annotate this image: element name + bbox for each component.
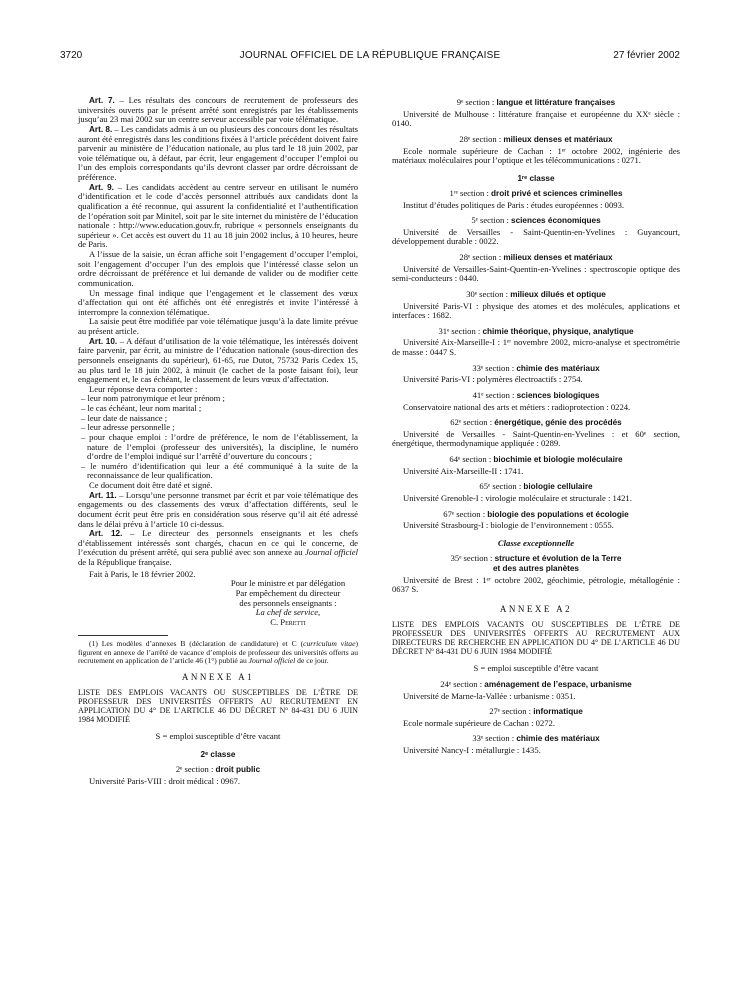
section-heading: 65ᵉ section : biologie cellulaire — [479, 481, 593, 492]
section-entry: Université Paris-VI : physique des atomes et des molécules, applications et interfaces : 1682. — [392, 300, 680, 321]
section-entry: Université de Brest : 1ᵉʳ octobre 2002, géochimie, pétrologie, métallogénie : 0637 S. — [392, 574, 680, 595]
annexe-a1-title: LISTE DES EMPLOIS VACANTS OU SUSCEPTIBLES DE L’ÊTRE DE PROFESSEUR DES UNIVERSITÉS OFFERTS AU RECRUTEMENT EN APPLICATION DU 4° DE L’ARTICLE 46 DU DÉCRET Nº 84-431 DU 6 JUIN 1984 MODIFIÉ — [78, 687, 358, 725]
section-heading: 28ᵉ section : milieux denses et matériaux — [459, 252, 613, 263]
classe-heading: 2ᵉ classe — [200, 749, 236, 759]
list-item: – le cas échéant, leur nom marital ; — [81, 403, 202, 413]
section-entry: Université Aix-Marseille-I : 1ᵉʳ novembre 2002, micro-analyse et spectrométrie de masse : 0447 S. — [392, 337, 680, 358]
section-entry: Université de Mulhouse : littérature française et européenne du XXᵉ siècle : 0140. — [392, 108, 680, 129]
article-9: Art. 9. – Les candidats accèdent au centre serveur en utilisant le numéro d’identification et le code d’accès personnel attribués aux candidats dont la qualification a été reconnue, qui assurent la confidentialité et l’authentification de l’opération soit par Minitel, soit par le site internet du ministère de l’éducation nationale : http://www.education.gouv.fr, rubrique « personnels enseignants du supérieur ». Cet accès est ouvert du 11 au 18 juin 2002 inclus, à 10 heures, heure de Paris. — [78, 181, 358, 250]
section-heading: 62ᵉ section : énergétique, génie des procédés — [450, 417, 622, 428]
issue-date: 27 février 2002 — [613, 50, 680, 61]
list-item: – leur adresse personnelle ; — [81, 422, 175, 433]
classe-heading: 1ʳᵉ classe — [517, 173, 555, 183]
section-entry: Université de Versailles-Saint-Quentin-en-Yvelines : spectroscopie optique des semi-conducteurs : 0440. — [392, 263, 680, 284]
section-entry: Institut d’études politiques de Paris : études européennes : 0093. — [403, 199, 625, 210]
list-item: – le numéro d’identification qui leur a été communiqué à la suite de la reconnaissance de leur qualification. — [81, 460, 358, 481]
list-item: – leur date de naissance ; — [81, 412, 168, 423]
left-column — [78, 96, 358, 786]
article-10: Art. 10. – A défaut d’utilisation de la voie télématique, les intéressés doivent faire parvenir, par écrit, au ministre de l’éducation nationale (sous-direction des personnels enseignants du supérieur), 61-65, rue Dutot, 75732 Paris Cedex 15, au plus tard le 18 juin 2002, à minuit (le cachet de la poste faisant foi), leur engagement et, le cas échéant, le classement de leurs vœux d’affectation. — [78, 335, 358, 385]
section-heading: 64ᵉ section : biochimie et biologie moléculaire — [449, 454, 623, 465]
footnote-rule — [78, 635, 168, 636]
article-12: Art. 12. – Le directeur des personnels enseignants et les chefs d’établissement intéressés sont chargés, chacun en ce qui le concerne, de l’exécution du présent arrêté, qui sera publié avec son annexe au Journal officiel de la République française. — [78, 528, 358, 567]
s-note: S = emploi susceptible d’être vacant — [473, 663, 599, 674]
section-heading: 67ᵉ section : biologie des populations et écologie — [443, 508, 629, 519]
footnote: (1) Les modèles d’annexes B (déclaration de candidature) et C (curriculum vitae) figurent en annexe de l’arrêté de vacance d’emplois de professeur des universités offerts au recrutement en application de l’article 46 (1°) publié au Journal officiel de ce jour. — [78, 639, 358, 666]
section-heading: 41ᵉ section : sciences biologiques — [472, 389, 600, 400]
signature-block: Pour le ministre et par délégation Par empêchement du directeur des personnels enseignants : La chef de service, C. Peretti — [230, 578, 346, 627]
article-9-para-4: La saisie peut être modifiée par voie télématique jusqu’à la date limite prévue au présent article. — [78, 316, 358, 336]
article-11: Art. 11. – Lorsqu’une personne transmet par écrit et par voie télématique des engagements ou des classements des vœux d’affectation différents, seul le document écrit peut être pris en considération sous réserve qu’il ait été adressé dans le délai prévu à l’article 10 ci-dessus. — [78, 489, 358, 529]
response-requirements-list — [78, 394, 358, 481]
section-entry: Ecole normale supérieure de Cachan : 0272. — [403, 717, 556, 728]
section-entry: Conservatoire national des arts et métiers : radioprotection : 0224. — [403, 401, 631, 412]
classe-heading: Classe exceptionnelle — [497, 537, 575, 548]
s-note: S = emploi susceptible d’être vacant — [155, 731, 281, 742]
article-8: Art. 8. – Les candidats admis à un ou plusieurs des concours dont les résultats auront été enregistrés dans les conditions fixées à l’article précédent doivent faire parvenir au ministère de l’éducation nationale, au plus tard le 18 juin 2002, par voie télématique ou, à défaut, par écrit, leur engagement d’occuper l’emploi ou l’un des emplois correspondants qu’ils devront classer par ordre décroissant de préférence. — [78, 123, 358, 182]
section-entry: Ecole normale supérieure de Cachan : 1ᵉʳ octobre 2002, ingénierie des matériaux moléculaires pour l’optique et les télécommunications : 0271. — [392, 145, 680, 166]
section-entry: Université Aix-Marseille-II : 1741. — [403, 465, 524, 476]
section-entry: Université Grenoble-I : virologie moléculaire et structurale : 1421. — [403, 492, 632, 503]
list-item: – pour chaque emploi : l’ordre de préférence, le nom de l’établissement, la nature de l’emploi (professeur des universités), la discipline, le numéro d’ordre de l’emploi indiqué sur l’arrêté d’ouverture du concours ; — [81, 431, 358, 462]
annexe-a1-heading: ANNEXE A1 — [181, 671, 255, 682]
done-at: Fait à Paris, le 18 février 2002. — [89, 568, 196, 579]
page-number: 3720 — [60, 50, 83, 61]
section-heading: 31ᵉ section : chimie théorique, physique, analytique — [438, 325, 634, 336]
section-heading: 33ᵉ section : chimie des matériaux — [472, 733, 600, 744]
section-heading: 30ᵉ section : milieux dilués et optique — [466, 288, 606, 299]
section-heading: 1ʳᵉ section : droit privé et sciences criminelles — [449, 187, 623, 198]
section-entry: Université de Versailles - Saint-Quentin-en-Yvelines : et 60ᵉ section, énergétique, thermodynamique appliquée : 0289. — [392, 428, 680, 449]
section-heading: 33ᵉ section : chimie des matériaux — [472, 362, 600, 373]
section-entry: Université Paris-VIII : droit médical : 0967. — [89, 775, 241, 786]
section-heading: 2ᵉ section : droit public — [175, 764, 261, 775]
section-heading: 28ᵉ section : milieux denses et matériaux — [459, 133, 613, 144]
article-10-intro: Leur réponse devra comporter : — [89, 383, 198, 394]
article-7: Art. 7. – Les résultats des concours de recrutement de professeurs des universités ouverts par le présent arrêté sont enregistrés par les établissements jusqu’au 23 mai 2002 sur un centre serveur accessible par voie télématique. — [78, 95, 358, 125]
section-heading: 24ᵉ section : aménagement de l’espace, urbanisme — [440, 678, 632, 689]
annexe-a2-title: LISTE DES EMPLOIS VACANTS OU SUSCEPTIBLES DE L’ÊTRE DE PROFESSEUR DES UNIVERSITÉS OFFERTS AU RECRUTEMENT AUX DIRECTEURS DE RECHERCHE EN APPLICATION DU 4° DE L’ARTICLE 46 DU DÉCRET Nº 84-431 DU 6 JUIN 1984 MODIFIÉ — [392, 620, 680, 657]
section-entry: Université de Versailles - Saint-Quentin-en-Yvelines : Guyancourt, développement durable : 0022. — [392, 226, 680, 247]
section-entry: Université de Marne-la-Vallée : urbanisme : 0351. — [403, 690, 576, 701]
page-header — [60, 50, 680, 66]
section-entry: Université Nancy-I : métallurgie : 1435. — [403, 745, 541, 756]
right-column — [392, 96, 680, 756]
section-heading: 9ᵉ section : langue et littérature françaises — [456, 97, 616, 107]
article-9-para-2: A l’issue de la saisie, un écran affiche soit l’engagement d’occuper l’emploi, soit l’engagement d’occuper l’un des emplois que l’intéressé classe selon un ordre décroissant de préférence et lui demande de valider ou de modifier cette communication. — [78, 249, 358, 288]
list-item: – leur nom patronymique et leur prénom ; — [81, 393, 225, 404]
section-heading: 5ᵉ section : sciences économiques — [471, 215, 601, 226]
section-heading: 35ᵉ section : structure et évolution de la Terre et des autres planètes — [450, 553, 622, 574]
section-heading: 27ᵉ section : informatique — [489, 706, 583, 717]
journal-title: JOURNAL OFFICIEL DE LA RÉPUBLIQUE FRANÇAISE — [239, 50, 501, 61]
article-9-para-3: Un message final indique que l’engagement et le classement des vœux d’affectation qui ont été affichés ont été enregistrés et invite l’intéressé à interrompre la connexion télématique. — [78, 287, 358, 317]
annexe-a2-heading: ANNEXE A2 — [499, 603, 573, 614]
article-10-end: Ce document doit être daté et signé. — [89, 480, 213, 490]
section-entry: Université Strasbourg-I : biologie de l’environnement : 0555. — [403, 520, 614, 531]
section-entry: Université Paris-VI : polymères électroactifs : 2754. — [403, 374, 583, 385]
